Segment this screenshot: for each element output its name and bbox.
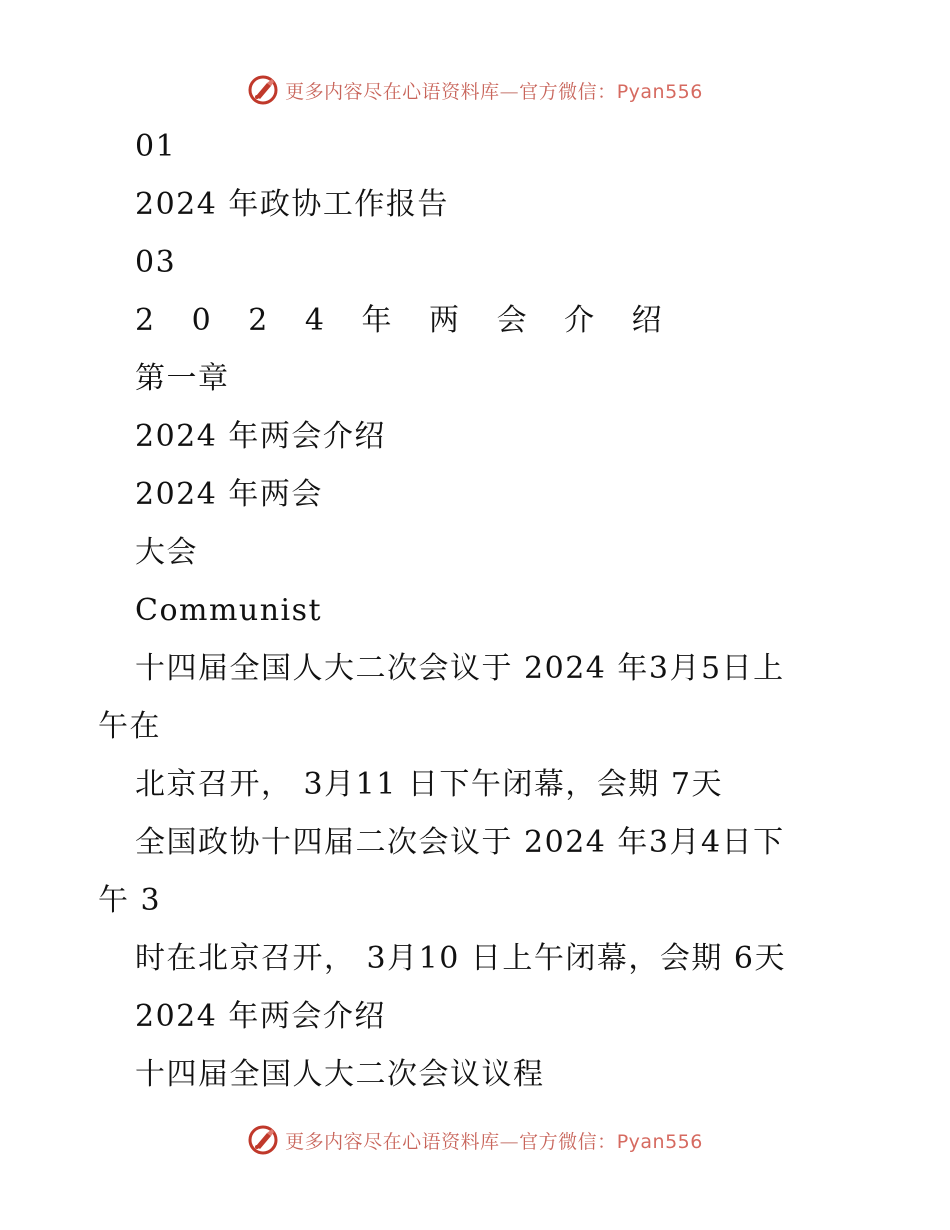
watermark-separator: — (499, 80, 520, 103)
watermark-slogan: 更多内容尽在心语资料库 (285, 80, 500, 103)
line-report-title: 2024 年政协工作报告 (135, 187, 449, 222)
watermark-label: 官方微信： (519, 80, 617, 103)
line-two-sessions: 2024 年两会 (135, 477, 323, 512)
line-cppcc-dates: 时在北京召开， 3月10 日上午闭幕，会期 6天 (135, 941, 786, 976)
watermark-banner-top (0, 70, 950, 110)
line-chapter: 第一章 (135, 361, 230, 396)
line-communist: Communist (135, 593, 323, 628)
line-npc-agenda: 十四届全国人大二次会议议程 (135, 1057, 545, 1092)
watermark-label: 官方微信： (519, 1130, 617, 1153)
line-intro-repeat: 2024 年两会介绍 (135, 999, 386, 1034)
line-spaced-heading: 2 0 2 4 年 两 会 介 绍 (135, 303, 676, 338)
line-cppcc-continued: 午 3 (98, 883, 162, 918)
line-npc-session: 十四届全国人大二次会议于 2024 年3月5日上 (135, 651, 785, 686)
watermark-banner-bottom (0, 1120, 950, 1160)
line-cppcc-session: 全国政协十四届二次会议于 2024 年3月4日下 (135, 825, 785, 860)
line-01: 01 (135, 129, 177, 164)
watermark-text (285, 77, 703, 104)
line-intro: 2024 年两会介绍 (135, 419, 386, 454)
watermark-text (285, 1127, 703, 1154)
line-conference: 大会 (135, 535, 198, 570)
watermark-handle: Pyan556 (616, 80, 703, 103)
line-npc-dates: 北京召开， 3月11 日下午闭幕，会期 7天 (135, 767, 723, 802)
watermark-slogan: 更多内容尽在心语资料库 (285, 1130, 500, 1153)
line-npc-continued: 午在 (98, 709, 161, 744)
pen-logo-icon (247, 74, 279, 106)
watermark-separator: — (499, 1130, 520, 1153)
watermark-handle: Pyan556 (616, 1130, 703, 1153)
pen-logo-icon (247, 1124, 279, 1156)
line-03: 03 (135, 245, 177, 280)
